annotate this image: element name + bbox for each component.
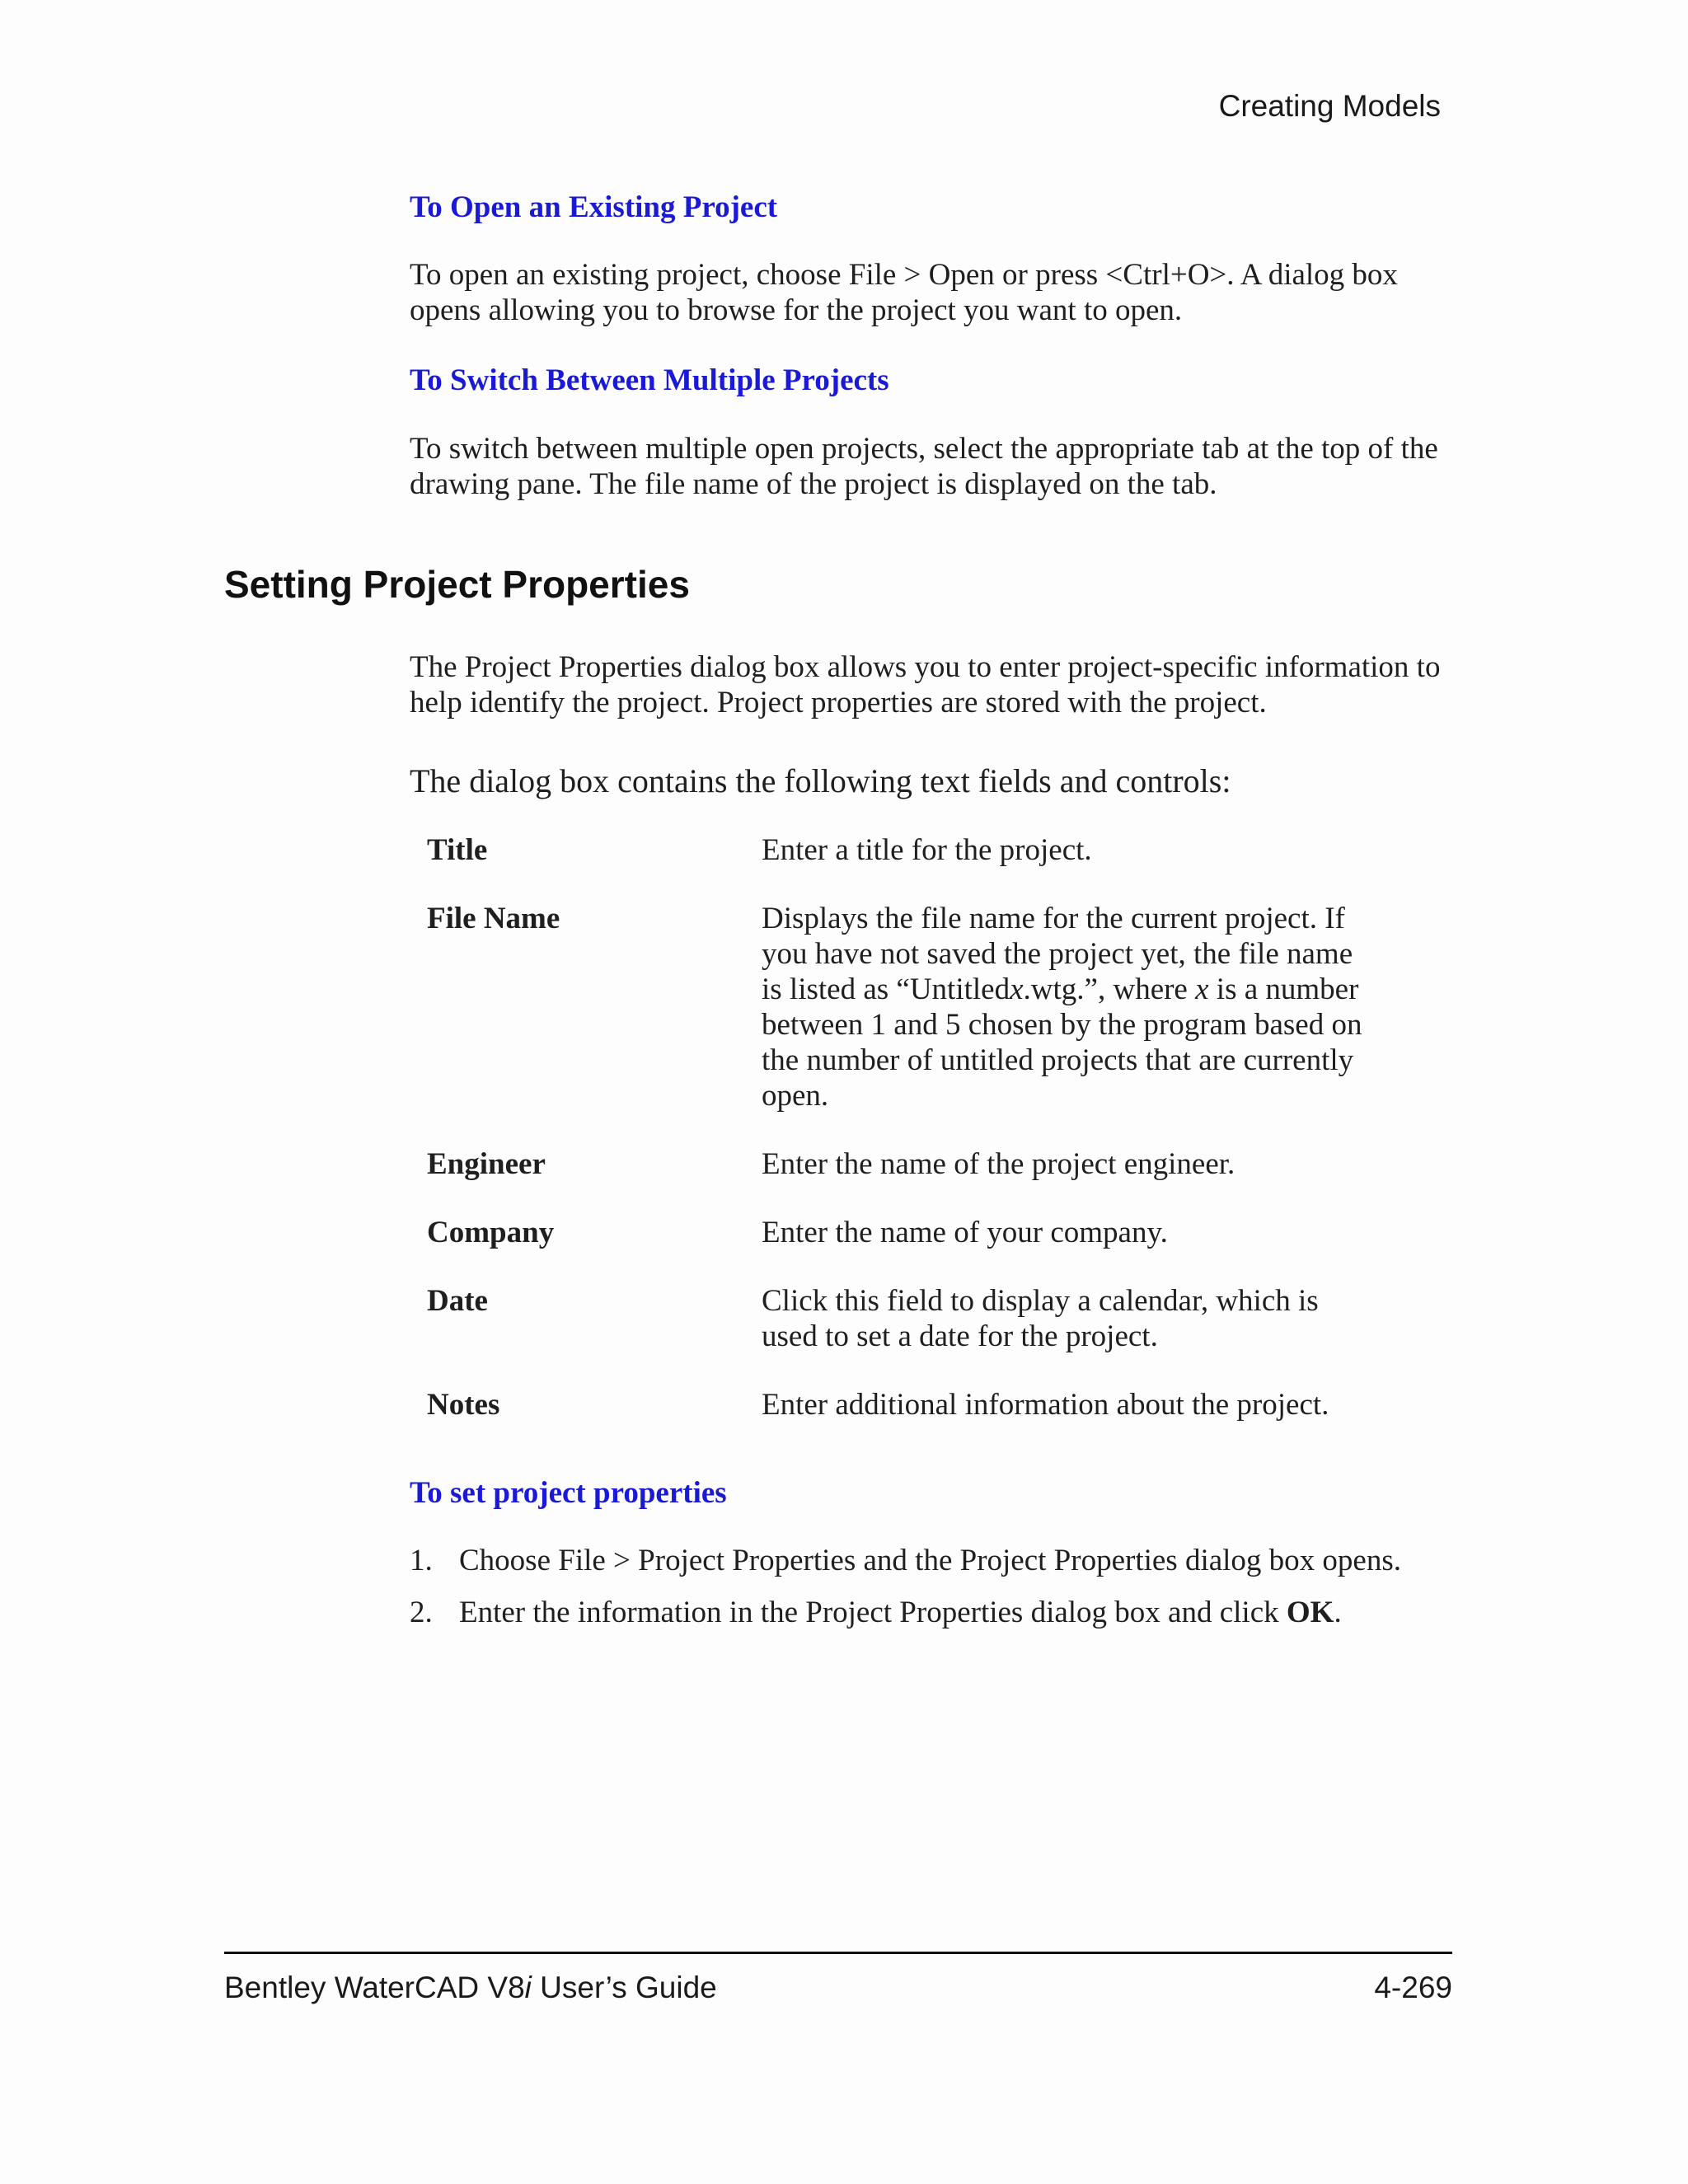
footer-page-number: 4-269 (1374, 1971, 1452, 2004)
paragraph-properties-intro: The Project Properties dialog box allows you to enter project-specific information to help identify the project. Project properties are stored with the project. (410, 650, 1441, 719)
field-term: Title (427, 833, 488, 867)
section-heading-open-project: To Open an Existing Project (410, 190, 778, 224)
step-number: 2. (410, 1596, 433, 1629)
section-open-project-body (410, 257, 1465, 328)
field-term: Company (427, 1216, 555, 1249)
desc-text: Displays the file name for the current project. If you have not saved the project yet, the file name is listed as “Untitled (762, 902, 1353, 1006)
footer-guide-title-part: Bentley WaterCAD V8 (224, 1971, 525, 2004)
footer-guide-title-italic: i (524, 1971, 532, 2004)
desc-variable: x (1195, 972, 1209, 1006)
paragraph-open-project: To open an existing project, choose File > Open or press <Ctrl+O>. A dialog box opens allowing you to browse for the project you want to open. (410, 258, 1398, 327)
procedure-step (410, 1595, 1481, 1630)
step-text-part: . (1334, 1596, 1342, 1629)
section-open-project (410, 190, 1465, 225)
field-row-date (427, 1283, 1400, 1354)
field-term: Engineer (427, 1147, 546, 1181)
field-description: Enter additional information about the project. (762, 1388, 1329, 1422)
desc-text: is a number between 1 and 5 chosen by the program based on the number of untitled projects that are currently open. (762, 972, 1362, 1113)
page-section-title: Setting Project Properties (224, 563, 690, 606)
section-heading-switch-projects: To Switch Between Multiple Projects (410, 363, 889, 397)
footer-guide-title-part: User’s Guide (531, 1971, 717, 2004)
paragraph-properties-lead: The dialog box contains the following text fields and controls: (410, 762, 1231, 799)
step-text (459, 1595, 1342, 1630)
field-description: Enter a title for the project. (762, 833, 1092, 867)
properties-field-list (427, 832, 1400, 1455)
step-text-ok: OK (1286, 1596, 1334, 1629)
field-row-notes (427, 1387, 1400, 1422)
field-term: File Name (427, 902, 560, 935)
step-text: Choose File > Project Properties and the Project Properties dialog box opens. (459, 1544, 1402, 1577)
section-procedure (410, 1475, 1465, 1511)
field-row-file-name (427, 901, 1400, 1113)
desc-variable: x (1010, 972, 1024, 1006)
footer-divider (224, 1952, 1452, 1954)
field-description: Enter the name of the project engineer. (762, 1147, 1236, 1181)
procedure-step (410, 1543, 1481, 1578)
procedure-steps (410, 1543, 1481, 1647)
section-switch-projects-body (410, 431, 1465, 502)
step-text-part: Enter the information in the Project Properties dialog box and click (459, 1596, 1287, 1629)
field-term: Notes (427, 1388, 500, 1422)
field-row-company (427, 1215, 1400, 1250)
field-row-engineer (427, 1146, 1400, 1182)
field-description: Enter the name of your company. (762, 1216, 1168, 1249)
field-description (762, 901, 1372, 1113)
field-row-title (427, 832, 1400, 868)
desc-text: .wtg.”, where (1023, 972, 1196, 1006)
step-number: 1. (410, 1544, 433, 1577)
section-properties-intro (410, 649, 1465, 720)
section-properties-lead (410, 763, 1465, 799)
field-description: Click this field to display a calendar, which is used to set a date for the project. (762, 1284, 1319, 1353)
footer-guide-title (224, 1971, 717, 2005)
paragraph-switch-projects: To switch between multiple open projects, select the appropriate tab at the top of the drawing pane. The file name of the project is displayed on the tab. (410, 432, 1438, 501)
running-header: Creating Models (1218, 89, 1441, 123)
section-switch-projects (410, 363, 1465, 398)
field-term: Date (427, 1284, 488, 1318)
procedure-heading: To set project properties (410, 1476, 727, 1510)
